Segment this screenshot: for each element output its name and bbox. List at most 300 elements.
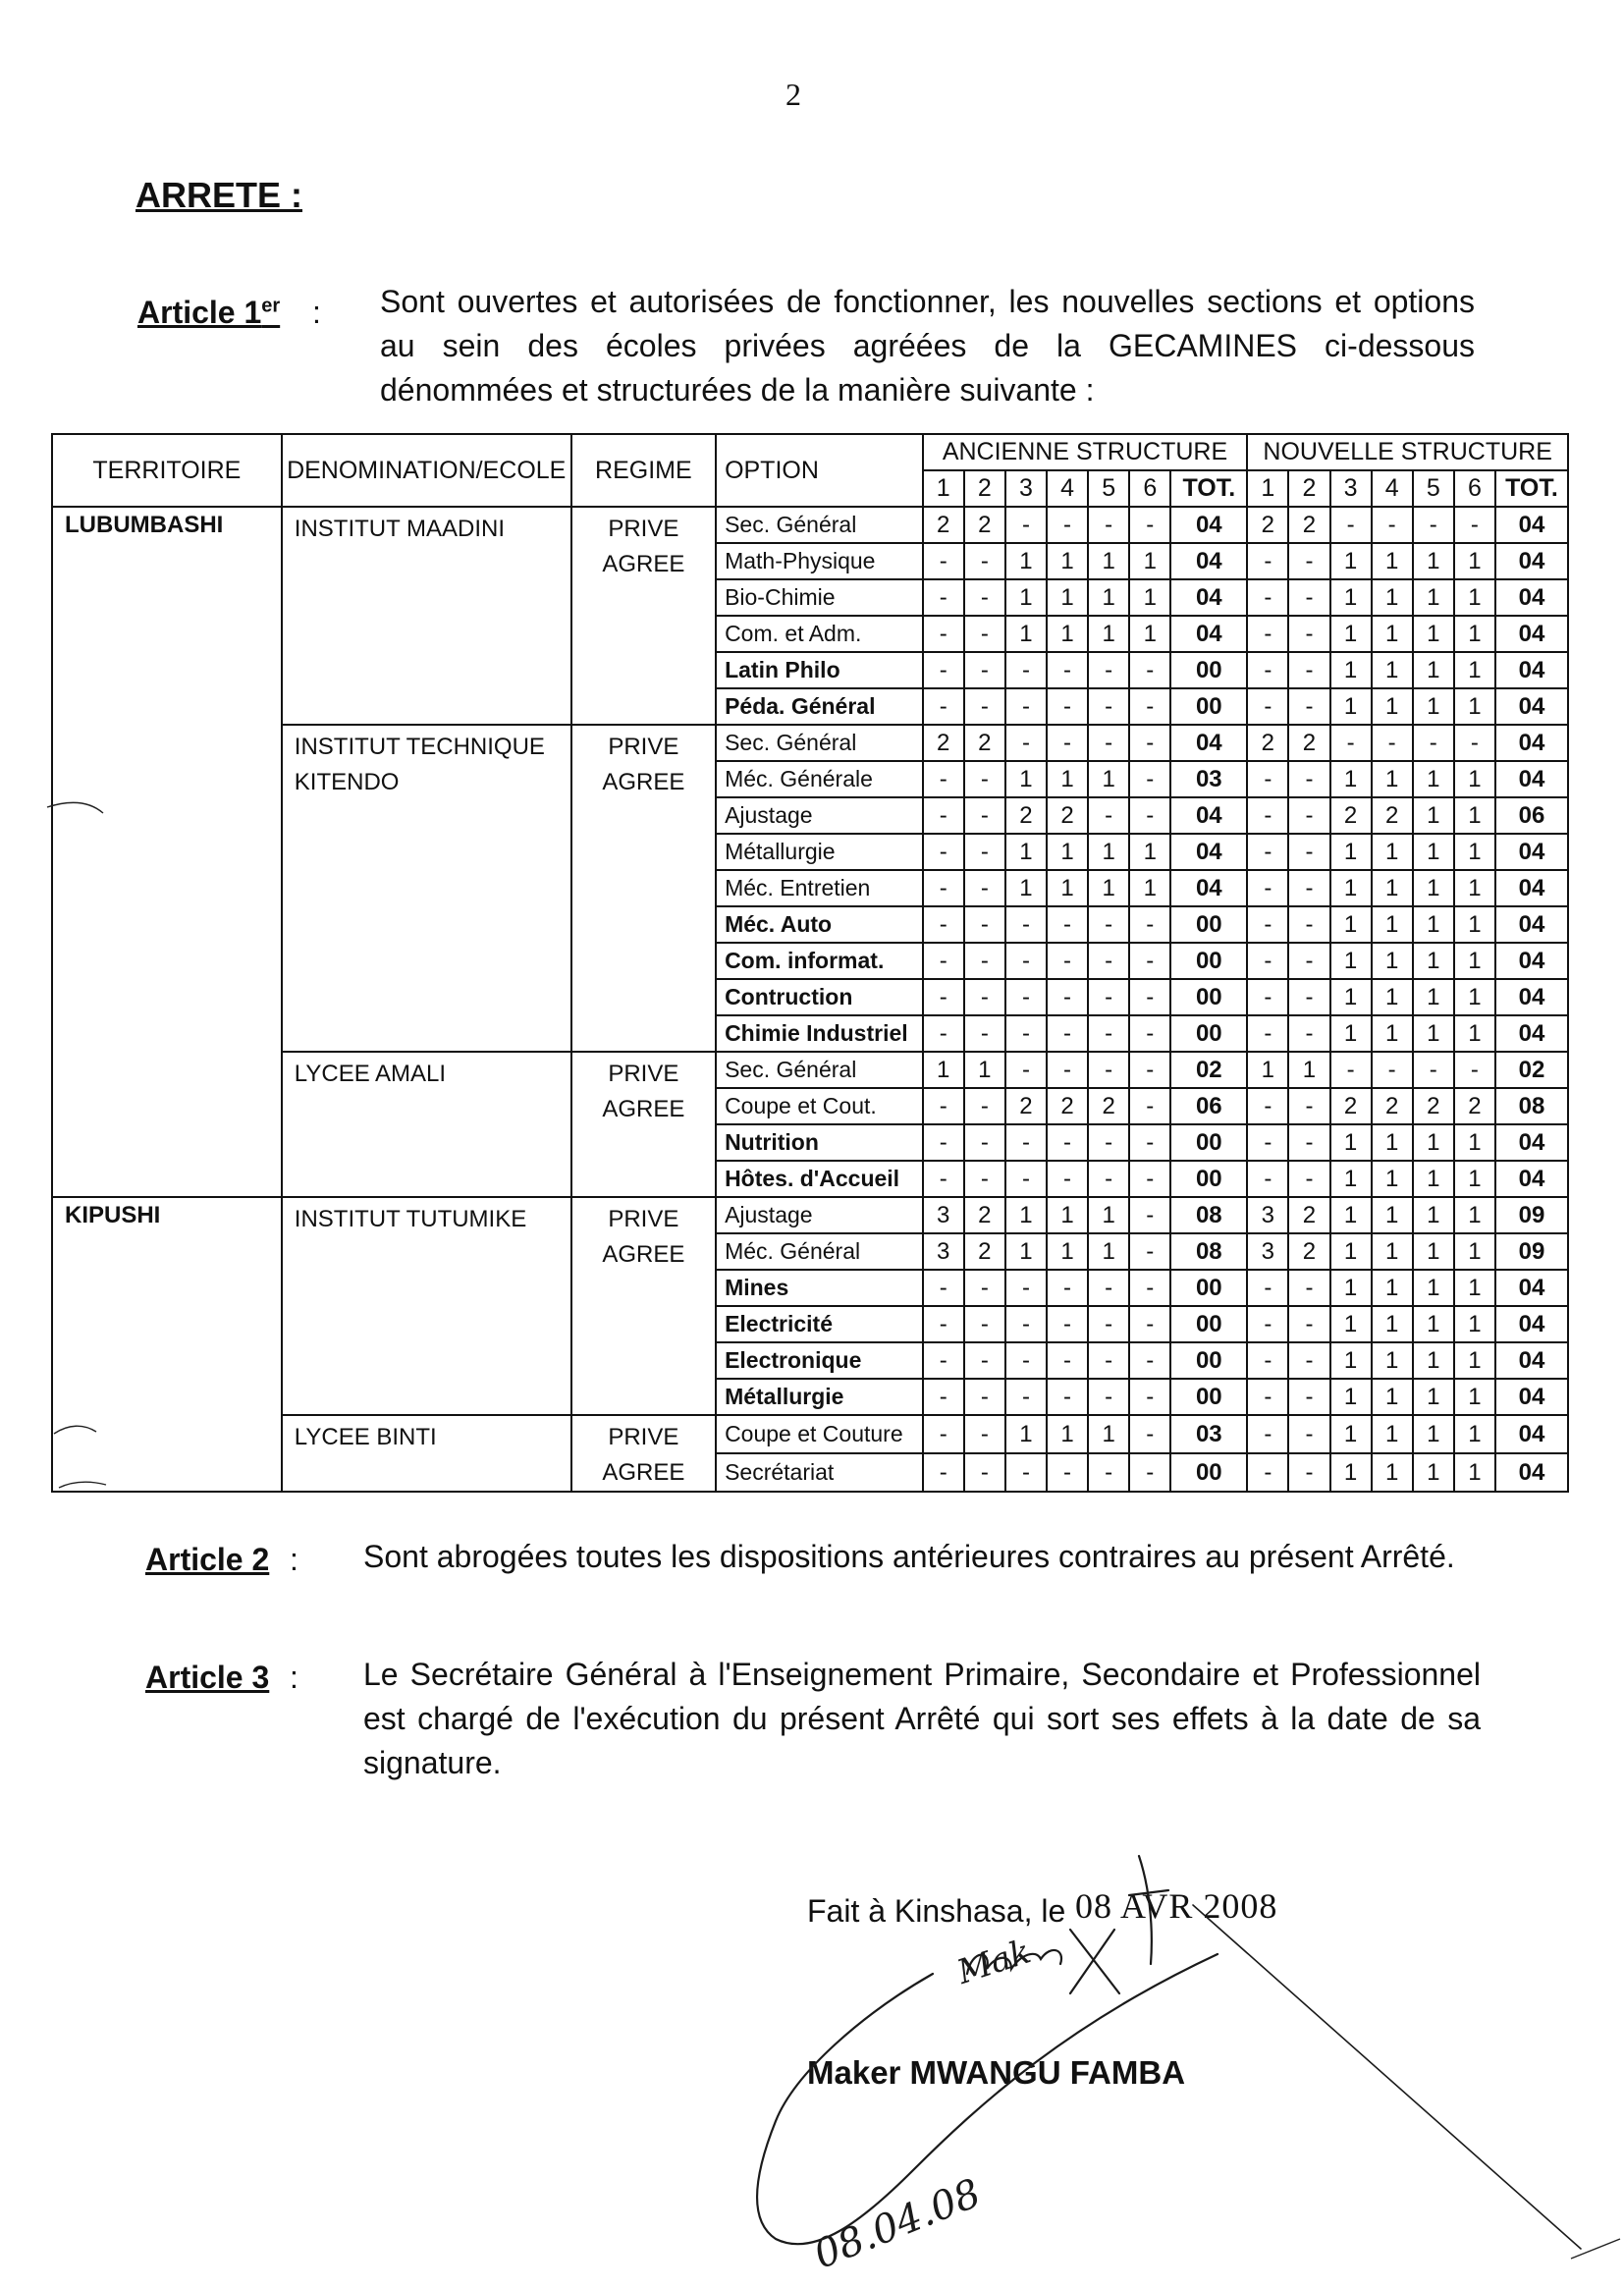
new-year-4-cell: 1 xyxy=(1372,1270,1413,1306)
old-year-1-cell: - xyxy=(923,1124,964,1161)
new-year-4-cell: 1 xyxy=(1372,761,1413,797)
old-year-3-cell: - xyxy=(1005,1342,1047,1379)
old-year-4-cell: - xyxy=(1047,725,1088,761)
new-year-3-cell: 1 xyxy=(1330,543,1372,579)
regime-line: AGREE xyxy=(602,769,685,795)
old-year-6-cell: - xyxy=(1129,1088,1170,1124)
new-year-2-cell: - xyxy=(1288,1453,1329,1492)
new-year-6-cell: 1 xyxy=(1454,543,1495,579)
new-year-5-cell: 1 xyxy=(1413,1161,1454,1197)
old-year-6-cell: - xyxy=(1129,1052,1170,1088)
new-year-5-cell: 1 xyxy=(1413,1415,1454,1453)
old-year-3-cell: - xyxy=(1005,1161,1047,1197)
new-year-2-cell: - xyxy=(1288,1342,1329,1379)
new-year-2-cell: - xyxy=(1288,906,1329,943)
new-total-cell: 04 xyxy=(1495,870,1568,906)
old-year-6-cell: - xyxy=(1129,906,1170,943)
new-total-cell: 04 xyxy=(1495,834,1568,870)
new-year-4-cell: 1 xyxy=(1372,1233,1413,1270)
new-year-6-cell: 1 xyxy=(1454,870,1495,906)
old-year-2-cell: - xyxy=(964,1015,1005,1052)
old-year-1-cell: - xyxy=(923,943,964,979)
new-year-1-cell: - xyxy=(1247,943,1288,979)
old-year-6-cell: - xyxy=(1129,1197,1170,1233)
header-old-year-4: 4 xyxy=(1047,470,1088,507)
new-year-4-cell: 1 xyxy=(1372,1161,1413,1197)
old-year-1-cell: - xyxy=(923,688,964,725)
new-year-3-cell: 1 xyxy=(1330,870,1372,906)
old-year-3-cell: 2 xyxy=(1005,797,1047,834)
header-option: OPTION xyxy=(716,434,923,507)
old-year-3-cell: 1 xyxy=(1005,1233,1047,1270)
new-total-cell: 04 xyxy=(1495,1415,1568,1453)
old-year-4-cell: - xyxy=(1047,1052,1088,1088)
old-year-6-cell: - xyxy=(1129,1453,1170,1492)
old-year-2-cell: - xyxy=(964,1379,1005,1415)
option-cell: Coupe et Couture xyxy=(716,1415,923,1453)
header-new-year-5: 5 xyxy=(1413,470,1454,507)
new-total-cell: 04 xyxy=(1495,725,1568,761)
new-year-3-cell: 1 xyxy=(1330,616,1372,652)
option-cell: Méc. Générale xyxy=(716,761,923,797)
new-year-1-cell: - xyxy=(1247,1270,1288,1306)
old-year-3-cell: 1 xyxy=(1005,543,1047,579)
option-cell: Nutrition xyxy=(716,1124,923,1161)
new-total-cell: 09 xyxy=(1495,1197,1568,1233)
header-ancienne-structure: ANCIENNE STRUCTURE xyxy=(923,434,1248,470)
old-year-3-cell: - xyxy=(1005,1306,1047,1342)
option-cell: Sec. Général xyxy=(716,725,923,761)
new-year-4-cell: 1 xyxy=(1372,1197,1413,1233)
decree-heading: ARRETE : xyxy=(135,175,302,215)
old-year-3-cell: 2 xyxy=(1005,1088,1047,1124)
new-year-2-cell: - xyxy=(1288,652,1329,688)
old-year-6-cell: - xyxy=(1129,1015,1170,1052)
old-year-6-cell: 1 xyxy=(1129,834,1170,870)
old-year-6-cell: - xyxy=(1129,1379,1170,1415)
old-year-4-cell: 1 xyxy=(1047,616,1088,652)
new-year-6-cell: 1 xyxy=(1454,906,1495,943)
old-year-3-cell: 1 xyxy=(1005,1415,1047,1453)
new-year-4-cell: 1 xyxy=(1372,834,1413,870)
old-total-cell: 00 xyxy=(1170,979,1247,1015)
old-year-4-cell: - xyxy=(1047,652,1088,688)
new-total-cell: 04 xyxy=(1495,761,1568,797)
new-year-2-cell: - xyxy=(1288,979,1329,1015)
option-cell: Math-Physique xyxy=(716,543,923,579)
old-year-5-cell: - xyxy=(1088,1453,1129,1492)
old-year-4-cell: 1 xyxy=(1047,1415,1088,1453)
new-year-1-cell: - xyxy=(1247,870,1288,906)
old-year-1-cell: - xyxy=(923,543,964,579)
old-year-1-cell: - xyxy=(923,1306,964,1342)
old-year-2-cell: - xyxy=(964,1124,1005,1161)
old-year-2-cell: - xyxy=(964,579,1005,616)
old-total-cell: 04 xyxy=(1170,834,1247,870)
old-year-5-cell: 1 xyxy=(1088,543,1129,579)
new-year-2-cell: - xyxy=(1288,1161,1329,1197)
old-total-cell: 00 xyxy=(1170,906,1247,943)
new-year-3-cell: 1 xyxy=(1330,1342,1372,1379)
header-old-year-6: 6 xyxy=(1129,470,1170,507)
old-year-5-cell: 1 xyxy=(1088,1415,1129,1453)
old-year-6-cell: - xyxy=(1129,761,1170,797)
old-year-4-cell: - xyxy=(1047,943,1088,979)
new-year-1-cell: - xyxy=(1247,1161,1288,1197)
new-year-5-cell: 1 xyxy=(1413,543,1454,579)
new-year-1-cell: - xyxy=(1247,1379,1288,1415)
old-year-5-cell: - xyxy=(1088,688,1129,725)
header-new-year-6: 6 xyxy=(1454,470,1495,507)
new-year-5-cell: 1 xyxy=(1413,1306,1454,1342)
new-year-4-cell: 1 xyxy=(1372,688,1413,725)
old-total-cell: 00 xyxy=(1170,688,1247,725)
signer-name: Maker MWANGU FAMBA xyxy=(807,2054,1186,2091)
new-year-5-cell: 1 xyxy=(1413,688,1454,725)
old-year-6-cell: - xyxy=(1129,1270,1170,1306)
new-year-5-cell: - xyxy=(1413,725,1454,761)
new-total-cell: 04 xyxy=(1495,1453,1568,1492)
old-total-cell: 08 xyxy=(1170,1197,1247,1233)
old-year-3-cell: 1 xyxy=(1005,579,1047,616)
new-year-5-cell: 1 xyxy=(1413,834,1454,870)
new-year-2-cell: 1 xyxy=(1288,1052,1329,1088)
new-total-cell: 04 xyxy=(1495,1342,1568,1379)
school-name-line: LYCEE BINTI xyxy=(294,1424,437,1450)
new-year-1-cell: 2 xyxy=(1247,725,1288,761)
new-year-3-cell: 1 xyxy=(1330,1233,1372,1270)
new-year-3-cell: 1 xyxy=(1330,1161,1372,1197)
new-year-2-cell: - xyxy=(1288,688,1329,725)
new-year-2-cell: 2 xyxy=(1288,1197,1329,1233)
option-cell: Electronique xyxy=(716,1342,923,1379)
old-year-4-cell: - xyxy=(1047,1124,1088,1161)
old-total-cell: 04 xyxy=(1170,616,1247,652)
new-year-6-cell: 1 xyxy=(1454,834,1495,870)
old-year-6-cell: - xyxy=(1129,943,1170,979)
option-cell: Méc. Entretien xyxy=(716,870,923,906)
option-cell: Péda. Général xyxy=(716,688,923,725)
old-year-3-cell: - xyxy=(1005,979,1047,1015)
old-year-6-cell: - xyxy=(1129,688,1170,725)
new-year-2-cell: 2 xyxy=(1288,507,1329,543)
old-total-cell: 04 xyxy=(1170,543,1247,579)
new-year-5-cell: 1 xyxy=(1413,1453,1454,1492)
old-year-1-cell: - xyxy=(923,797,964,834)
new-total-cell: 04 xyxy=(1495,543,1568,579)
new-year-5-cell: 1 xyxy=(1413,1233,1454,1270)
new-year-1-cell: - xyxy=(1247,1306,1288,1342)
new-year-3-cell: 1 xyxy=(1330,1124,1372,1161)
old-year-4-cell: - xyxy=(1047,906,1088,943)
old-year-5-cell: - xyxy=(1088,906,1129,943)
new-year-5-cell: 1 xyxy=(1413,579,1454,616)
header-regime: REGIME xyxy=(571,434,716,507)
old-year-6-cell: - xyxy=(1129,507,1170,543)
new-year-1-cell: - xyxy=(1247,688,1288,725)
old-year-4-cell: 1 xyxy=(1047,543,1088,579)
regime-line: PRIVE xyxy=(608,734,679,760)
article-3-colon: : xyxy=(290,1660,298,1695)
old-year-5-cell: 1 xyxy=(1088,1233,1129,1270)
old-year-3-cell: - xyxy=(1005,507,1047,543)
old-total-cell: 00 xyxy=(1170,1453,1247,1492)
regime-line: PRIVE xyxy=(608,1206,679,1232)
new-year-3-cell: 1 xyxy=(1330,1197,1372,1233)
old-year-5-cell: 1 xyxy=(1088,870,1129,906)
school-name-line: LYCEE AMALI xyxy=(294,1061,447,1087)
old-year-6-cell: - xyxy=(1129,1415,1170,1453)
old-year-2-cell: - xyxy=(964,1306,1005,1342)
old-year-2-cell: - xyxy=(964,979,1005,1015)
new-year-6-cell: 1 xyxy=(1454,1161,1495,1197)
new-year-5-cell: 1 xyxy=(1413,870,1454,906)
new-year-2-cell: - xyxy=(1288,761,1329,797)
old-total-cell: 02 xyxy=(1170,1052,1247,1088)
new-year-6-cell: 1 xyxy=(1454,1233,1495,1270)
new-year-2-cell: - xyxy=(1288,1306,1329,1342)
old-year-4-cell: 2 xyxy=(1047,1088,1088,1124)
old-year-1-cell: - xyxy=(923,1342,964,1379)
new-year-6-cell: 1 xyxy=(1454,943,1495,979)
new-year-6-cell: 1 xyxy=(1454,616,1495,652)
old-total-cell: 03 xyxy=(1170,1415,1247,1453)
old-total-cell: 04 xyxy=(1170,579,1247,616)
new-year-4-cell: 1 xyxy=(1372,1015,1413,1052)
new-year-5-cell: 1 xyxy=(1413,1124,1454,1161)
old-year-5-cell: - xyxy=(1088,1270,1129,1306)
old-year-5-cell: - xyxy=(1088,652,1129,688)
old-year-2-cell: - xyxy=(964,1342,1005,1379)
old-year-1-cell: - xyxy=(923,979,964,1015)
old-total-cell: 04 xyxy=(1170,797,1247,834)
school-name-line: INSTITUT TECHNIQUE xyxy=(294,734,545,760)
old-year-4-cell: - xyxy=(1047,1015,1088,1052)
new-year-3-cell: 1 xyxy=(1330,943,1372,979)
old-year-1-cell: 2 xyxy=(923,507,964,543)
date-stamp: 08 AVR 2008 xyxy=(1075,1886,1278,1926)
new-year-4-cell: 1 xyxy=(1372,1306,1413,1342)
old-total-cell: 00 xyxy=(1170,1124,1247,1161)
new-year-2-cell: - xyxy=(1288,1379,1329,1415)
old-year-6-cell: 1 xyxy=(1129,579,1170,616)
old-year-2-cell: - xyxy=(964,870,1005,906)
new-year-1-cell: 3 xyxy=(1247,1197,1288,1233)
header-new-year-4: 4 xyxy=(1372,470,1413,507)
old-year-2-cell: 2 xyxy=(964,725,1005,761)
new-year-1-cell: - xyxy=(1247,616,1288,652)
new-year-2-cell: - xyxy=(1288,943,1329,979)
old-year-3-cell: - xyxy=(1005,1124,1047,1161)
article-1-label-text: Article 1 xyxy=(137,295,262,330)
article-2-label: Article 2 xyxy=(145,1542,270,1577)
new-year-4-cell: 1 xyxy=(1372,616,1413,652)
option-cell: Sec. Général xyxy=(716,1052,923,1088)
old-year-5-cell: 1 xyxy=(1088,1197,1129,1233)
regime-line: PRIVE xyxy=(608,516,679,542)
old-year-5-cell: - xyxy=(1088,1306,1129,1342)
regime-line: AGREE xyxy=(602,1096,685,1122)
old-year-6-cell: 1 xyxy=(1129,870,1170,906)
article-1-label-superscript: er xyxy=(261,295,281,317)
new-year-4-cell: 1 xyxy=(1372,652,1413,688)
old-total-cell: 04 xyxy=(1170,507,1247,543)
old-total-cell: 00 xyxy=(1170,1306,1247,1342)
new-year-3-cell: 2 xyxy=(1330,1088,1372,1124)
new-year-6-cell: 1 xyxy=(1454,1415,1495,1453)
old-year-4-cell: 1 xyxy=(1047,834,1088,870)
option-cell: Com. et Adm. xyxy=(716,616,923,652)
old-total-cell: 00 xyxy=(1170,1161,1247,1197)
old-year-2-cell: - xyxy=(964,543,1005,579)
new-year-5-cell: 1 xyxy=(1413,1270,1454,1306)
old-year-6-cell: - xyxy=(1129,1124,1170,1161)
new-year-3-cell: 1 xyxy=(1330,652,1372,688)
school-name-line: INSTITUT MAADINI xyxy=(294,516,506,542)
new-year-1-cell: 1 xyxy=(1247,1052,1288,1088)
new-year-4-cell: 2 xyxy=(1372,1088,1413,1124)
header-old-year-tot: TOT. xyxy=(1170,470,1247,507)
new-year-3-cell: 1 xyxy=(1330,979,1372,1015)
new-year-5-cell: 1 xyxy=(1413,1342,1454,1379)
new-year-3-cell: 1 xyxy=(1330,761,1372,797)
old-year-5-cell: - xyxy=(1088,979,1129,1015)
regime-line: PRIVE xyxy=(608,1061,679,1087)
new-total-cell: 04 xyxy=(1495,943,1568,979)
old-year-6-cell: - xyxy=(1129,1161,1170,1197)
new-year-4-cell: 1 xyxy=(1372,943,1413,979)
old-year-4-cell: 1 xyxy=(1047,761,1088,797)
article-2-text: Sont abrogées toutes les dispositions antérieures contraires au présent Arrêté. xyxy=(363,1539,1455,1574)
new-year-6-cell: - xyxy=(1454,725,1495,761)
old-year-1-cell: 3 xyxy=(923,1233,964,1270)
school-name-line: INSTITUT TUTUMIKE xyxy=(294,1206,527,1232)
old-year-4-cell: - xyxy=(1047,1161,1088,1197)
new-year-6-cell: 1 xyxy=(1454,1306,1495,1342)
new-year-6-cell: 1 xyxy=(1454,761,1495,797)
new-year-5-cell: - xyxy=(1413,507,1454,543)
new-year-2-cell: 2 xyxy=(1288,725,1329,761)
new-year-5-cell: 2 xyxy=(1413,1088,1454,1124)
new-year-2-cell: - xyxy=(1288,834,1329,870)
new-year-5-cell: 1 xyxy=(1413,616,1454,652)
new-year-2-cell: 2 xyxy=(1288,1233,1329,1270)
old-year-2-cell: - xyxy=(964,652,1005,688)
old-year-5-cell: 2 xyxy=(1088,1088,1129,1124)
old-year-2-cell: - xyxy=(964,761,1005,797)
old-year-1-cell: - xyxy=(923,1088,964,1124)
old-year-5-cell: - xyxy=(1088,1379,1129,1415)
old-year-1-cell: - xyxy=(923,834,964,870)
new-year-5-cell: 1 xyxy=(1413,1379,1454,1415)
new-year-3-cell: 1 xyxy=(1330,834,1372,870)
new-year-6-cell: 1 xyxy=(1454,652,1495,688)
header-old-year-3: 3 xyxy=(1005,470,1047,507)
new-year-4-cell: 1 xyxy=(1372,870,1413,906)
handwritten-date: 08.04.08 xyxy=(807,2170,988,2278)
old-year-1-cell: - xyxy=(923,1415,964,1453)
old-year-6-cell: 1 xyxy=(1129,616,1170,652)
old-total-cell: 00 xyxy=(1170,1015,1247,1052)
old-total-cell: 00 xyxy=(1170,1379,1247,1415)
old-year-2-cell: 1 xyxy=(964,1052,1005,1088)
old-year-1-cell: - xyxy=(923,1379,964,1415)
new-total-cell: 04 xyxy=(1495,579,1568,616)
page-number: 2 xyxy=(785,77,801,112)
old-year-1-cell: - xyxy=(923,1453,964,1492)
new-year-6-cell: 1 xyxy=(1454,688,1495,725)
old-total-cell: 06 xyxy=(1170,1088,1247,1124)
new-total-cell: 04 xyxy=(1495,1379,1568,1415)
handwritten-initials: Mak xyxy=(952,1932,1036,1992)
new-year-4-cell: - xyxy=(1372,725,1413,761)
option-cell: Chimie Industriel xyxy=(716,1015,923,1052)
old-year-2-cell: - xyxy=(964,616,1005,652)
new-total-cell: 04 xyxy=(1495,652,1568,688)
old-year-6-cell: - xyxy=(1129,979,1170,1015)
new-year-6-cell: 1 xyxy=(1454,797,1495,834)
old-total-cell: 00 xyxy=(1170,652,1247,688)
old-year-4-cell: 1 xyxy=(1047,1197,1088,1233)
new-year-1-cell: - xyxy=(1247,1415,1288,1453)
old-year-5-cell: 1 xyxy=(1088,834,1129,870)
new-year-3-cell: 1 xyxy=(1330,1379,1372,1415)
new-year-5-cell: 1 xyxy=(1413,943,1454,979)
old-year-1-cell: 3 xyxy=(923,1197,964,1233)
new-year-1-cell: - xyxy=(1247,579,1288,616)
old-year-5-cell: - xyxy=(1088,943,1129,979)
new-year-2-cell: - xyxy=(1288,1015,1329,1052)
new-year-5-cell: 1 xyxy=(1413,906,1454,943)
old-year-4-cell: - xyxy=(1047,1270,1088,1306)
new-year-6-cell: - xyxy=(1454,1052,1495,1088)
new-year-2-cell: - xyxy=(1288,1088,1329,1124)
new-year-4-cell: - xyxy=(1372,1052,1413,1088)
option-cell: Contruction xyxy=(716,979,923,1015)
new-year-4-cell: 1 xyxy=(1372,1415,1413,1453)
new-year-3-cell: 1 xyxy=(1330,1306,1372,1342)
new-total-cell: 06 xyxy=(1495,797,1568,834)
old-year-2-cell: - xyxy=(964,1161,1005,1197)
old-year-2-cell: - xyxy=(964,943,1005,979)
new-year-1-cell: - xyxy=(1247,1453,1288,1492)
new-total-cell: 04 xyxy=(1495,1306,1568,1342)
old-year-3-cell: - xyxy=(1005,725,1047,761)
new-total-cell: 09 xyxy=(1495,1233,1568,1270)
old-total-cell: 08 xyxy=(1170,1233,1247,1270)
new-year-4-cell: 1 xyxy=(1372,1124,1413,1161)
old-year-5-cell: - xyxy=(1088,507,1129,543)
new-year-2-cell: - xyxy=(1288,616,1329,652)
new-year-4-cell: 1 xyxy=(1372,1453,1413,1492)
option-cell: Hôtes. d'Accueil xyxy=(716,1161,923,1197)
old-year-4-cell: 1 xyxy=(1047,870,1088,906)
new-year-2-cell: - xyxy=(1288,1415,1329,1453)
new-year-3-cell: - xyxy=(1330,1052,1372,1088)
old-year-2-cell: - xyxy=(964,797,1005,834)
new-year-3-cell: 2 xyxy=(1330,797,1372,834)
new-total-cell: 02 xyxy=(1495,1052,1568,1088)
old-year-2-cell: - xyxy=(964,1270,1005,1306)
article-1-colon: : xyxy=(312,295,321,330)
old-year-2-cell: - xyxy=(964,834,1005,870)
old-year-2-cell: - xyxy=(964,688,1005,725)
old-year-4-cell: - xyxy=(1047,1306,1088,1342)
new-total-cell: 04 xyxy=(1495,688,1568,725)
old-year-6-cell: - xyxy=(1129,797,1170,834)
new-year-1-cell: - xyxy=(1247,1088,1288,1124)
new-year-1-cell: - xyxy=(1247,1124,1288,1161)
